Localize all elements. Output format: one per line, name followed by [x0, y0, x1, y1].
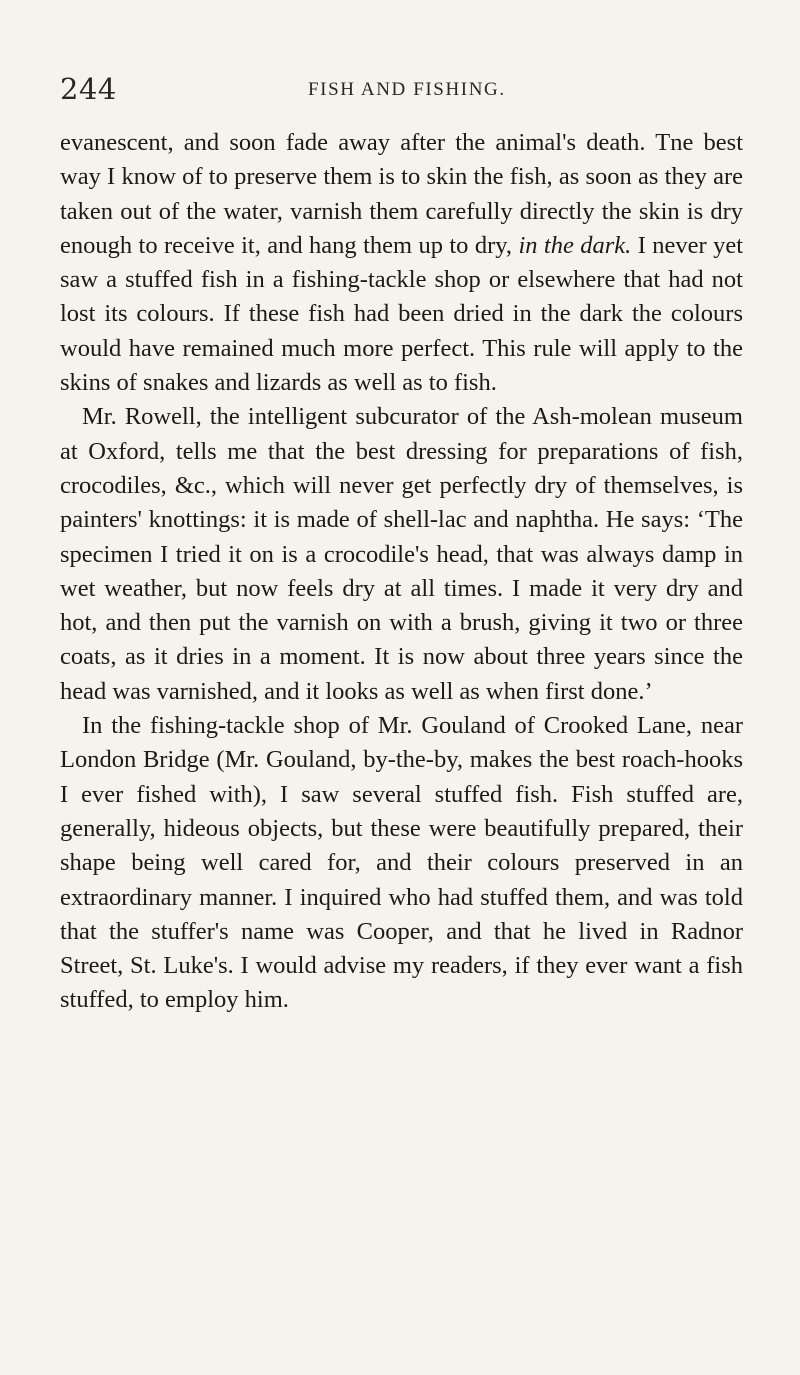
paragraph-2: Mr. Rowell, the intelligent subcurator of the Ash-molean museum at Oxford, tells me that the best dressing for preparations of fish, crocodiles, &c., which will never get perfectly dry of themselves, is painters' knottings: it is made of shell-lac and naphtha. He says: ‘The specimen I tried it on is a crocodile's head, that was always damp in wet weather, but now feels dry at all times. I made it very dry and hot, and then put the varnish on with a brush, giving it two or three coats, as it dries in a moment. It is now about three years since the head was varnished, and it looks as well as when first done.’ [60, 403, 743, 705]
running-title: FISH AND FISHING. [308, 79, 506, 100]
paragraph-1-text-end: I never yet saw a stuffed fish in a fishing-tackle shop or elsewhere that had not lost its colours. If these fish had been dried in the dark the colours would have remained much more perfect. This rule will apply to the skins of snakes and lizards as well as to fish. [60, 231, 743, 397]
running-head [60, 72, 740, 112]
page-number: 244 [60, 72, 117, 106]
paragraph-1 [60, 126, 743, 400]
paragraph-3: In the fishing-tackle shop of Mr. Gouland of Crooked Lane, near London Bridge (Mr. Gouland, by-the-by, makes the best roach-hooks I ever fished with), I saw several stuffed fish. Fish stuffed are, generally, hideous objects, but these were beautifully prepared, their shape being well cared for, and their colours preserved in an extraordinary manner. I inquired who had stuffed them, and was told that the stuffer's name was Cooper, and that he lived in Radnor Street, St. Luke's. I would advise my readers, if they ever want a fish stuffed, to employ him. [60, 712, 743, 1014]
body-text [60, 126, 743, 1018]
paragraph-1-text-start: evanescent, and soon fade away after the animal's death. Tne best way I know of to preserve them is to skin the fish, as soon as they are taken out of the water, varnish them carefully directly the skin is dry enough to receive it, and hang them up to dry, [60, 129, 743, 259]
paragraph-1-italic-phrase: in the dark. [518, 231, 632, 259]
